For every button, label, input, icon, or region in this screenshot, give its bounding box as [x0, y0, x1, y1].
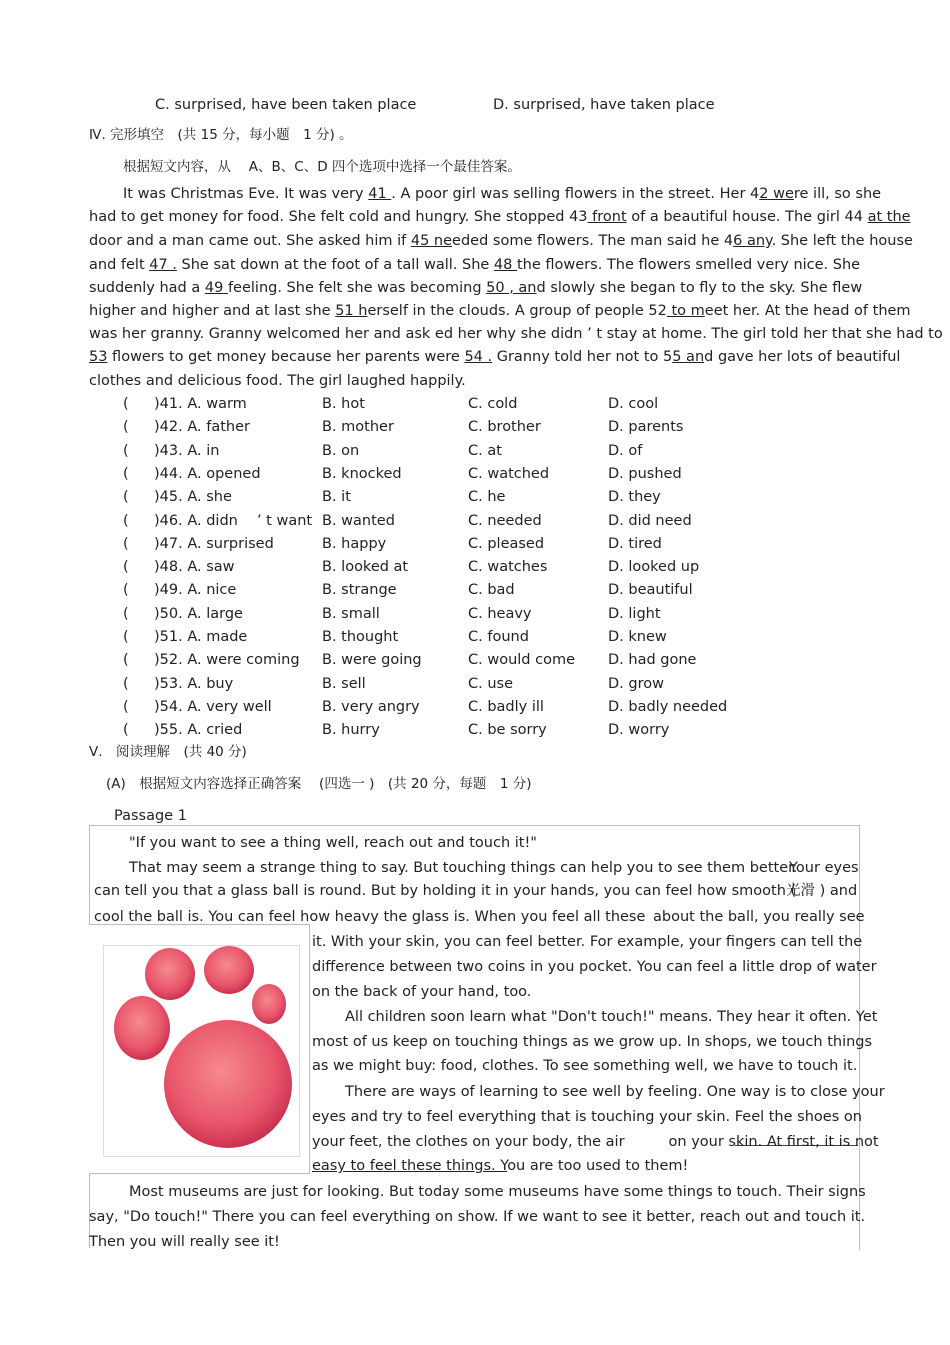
question-option-d: D. of [608, 443, 643, 459]
cloze-line-8: 53 flowers to get money because her parents were 54 . Granny told her not to 55 and gave her lots of beautiful [89, 349, 901, 365]
question-option-d: D. they [608, 489, 661, 505]
question-option-d: D. worry [608, 722, 670, 738]
answer-bracket: ( [123, 536, 129, 552]
question-option-d: D. pushed [608, 466, 682, 482]
section4-instruction: 根据短文内容，从 A、B、C、D 四个选项中选择一个最佳答案。 [123, 159, 521, 175]
question-option-a: )48. A. saw [154, 559, 235, 575]
passage-title: Passage 1 [114, 808, 187, 824]
question-option-d: D. badly needed [608, 699, 728, 715]
passage-line: your feet, the clothes on your body, the air on your skin. At first, it is not [312, 1134, 879, 1150]
answer-bracket: ( [123, 629, 129, 645]
question-option-c: C. heavy [468, 606, 532, 622]
question-option-d: D. did need [608, 513, 692, 529]
question-option-a: )50. A. large [154, 606, 243, 622]
section5-sub-a: (A) 根据短文内容选择正确答案 (四选一 ) (共 20 分，每题 1 分) [106, 776, 532, 792]
passage-line: There are ways of learning to see well by feeling. One way is to close your [345, 1084, 885, 1100]
question-option-c: C. brother [468, 419, 541, 435]
question-option-b: B. happy [322, 536, 387, 552]
question-option-b: B. on [322, 443, 360, 459]
question-option-a: )54. A. very well [154, 699, 272, 715]
question-option-a: )51. A. made [154, 629, 248, 645]
question-option-d: D. beautiful [608, 582, 693, 598]
question-option-a: )52. A. were coming [154, 652, 300, 668]
question-option-a: )43. A. in [154, 443, 220, 459]
answer-bracket: ( [123, 676, 129, 692]
passage-line: cool the ball is. You can feel how heavy the glass is. When you feel all these [94, 909, 646, 925]
answer-bracket: ( [123, 722, 129, 738]
question-option-b: B. strange [322, 582, 397, 598]
answer-bracket: ( [123, 396, 129, 412]
question-option-b: B. it [322, 489, 351, 505]
cloze-line-2: had to get money for food. She felt cold and hungry. She stopped 43 front of a beautiful house. The girl 44 at the [89, 209, 911, 225]
passage-line: All children soon learn what "Don't touch!" means. They hear it often. Yet [345, 1009, 878, 1025]
answer-bracket: ( [123, 582, 129, 598]
passage-line: on the back of your hand, too. [312, 984, 532, 1000]
section4-heading: Ⅳ. 完形填空 (共 15 分，每小题 1 分) 。 [89, 127, 353, 143]
frame-top [89, 825, 860, 826]
passage-line: difference between two coins in you pocket. You can feel a little drop of water [312, 959, 877, 975]
question-option-c: C. at [468, 443, 502, 459]
passage-line: can tell you that a glass ball is round. But by holding it in your hands, you can feel how smooth ( [94, 883, 797, 899]
question-option-a: )55. A. cried [154, 722, 243, 738]
question-option-d: D. light [608, 606, 661, 622]
question-option-b: B. knocked [322, 466, 402, 482]
passage-line: eyes and try to feel everything that is touching your skin. Feel the shoes on [312, 1109, 862, 1125]
question-option-d: D. knew [608, 629, 667, 645]
question-option-a: )49. A. nice [154, 582, 237, 598]
question-option-c: C. would come [468, 652, 575, 668]
paw-print-image [103, 945, 300, 1157]
question-option-c: C. cold [468, 396, 518, 412]
passage-line: about the ball, you really see [653, 909, 865, 925]
answer-bracket: ( [123, 443, 129, 459]
question-option-b: B. hot [322, 396, 365, 412]
passage-line: easy to feel these things. You are too used to them! [312, 1158, 689, 1174]
question-option-d: D. tired [608, 536, 662, 552]
question-option-c: C. watches [468, 559, 548, 575]
answer-bracket: ( [123, 419, 129, 435]
passage-line: it. With your skin, you can feel better. For example, your fingers can tell the [312, 934, 863, 950]
question-option-c: C. be sorry [468, 722, 547, 738]
question-option-a: )46. A. didn ’ t want [154, 513, 313, 529]
question-option-a: )44. A. opened [154, 466, 261, 482]
passage-line: as we might buy: food, clothes. To see something well, we have to touch it. [312, 1058, 858, 1074]
question-option-b: B. looked at [322, 559, 409, 575]
passage-line: most of us keep on touching things as we grow up. In shops, we touch things [312, 1034, 873, 1050]
question-option-c: C. he [468, 489, 506, 505]
cloze-line-7: was her granny. Granny welcomed her and ask ed her why she didn ’ t stay at home. The girl told her that she had to [89, 326, 943, 342]
question-option-a: )47. A. surprised [154, 536, 274, 552]
option-c-prev: C. surprised, have been taken place [155, 97, 417, 113]
question-option-b: B. were going [322, 652, 422, 668]
cloze-line-5: suddenly had a 49 feeling. She felt she was becoming 50 , and slowly she began to fly to the sky. She flew [89, 280, 863, 296]
question-option-b: B. very angry [322, 699, 420, 715]
option-d-prev: D. surprised, have taken place [493, 97, 715, 113]
question-option-d: D. had gone [608, 652, 697, 668]
cloze-line-4: and felt 47 . She sat down at the foot of a tall wall. She 48 the flowers. The flowers smelled very nice. She [89, 257, 861, 273]
question-option-a: )41. A. warm [154, 396, 247, 412]
question-option-d: D. cool [608, 396, 659, 412]
question-option-b: B. small [322, 606, 380, 622]
frame-image-bottom [89, 1173, 309, 1174]
cloze-line-3: door and a man came out. She asked him if 45 needed some flowers. The man said he 46 any. She left the house [89, 233, 913, 249]
passage-line: 光滑 ) and [786, 883, 858, 899]
answer-bracket: ( [123, 699, 129, 715]
answer-bracket: ( [123, 606, 129, 622]
question-option-c: C. bad [468, 582, 515, 598]
cloze-line-6: higher and higher and at last she 51 herself in the clouds. A group of people 52 to meet her. At the head of them [89, 303, 911, 319]
question-option-a: )53. A. buy [154, 676, 234, 692]
answer-bracket: ( [123, 513, 129, 529]
question-option-b: B. hurry [322, 722, 380, 738]
cloze-line-1: It was Christmas Eve. It was very 41 . A poor girl was selling flowers in the street. Her 42 were ill, so she [123, 186, 882, 202]
answer-bracket: ( [123, 652, 129, 668]
question-option-d: D. grow [608, 676, 664, 692]
answer-bracket: ( [123, 559, 129, 575]
frame-left-top [89, 825, 90, 925]
question-option-b: B. mother [322, 419, 394, 435]
question-option-d: D. parents [608, 419, 684, 435]
answer-bracket: ( [123, 489, 129, 505]
question-option-a: )45. A. she [154, 489, 232, 505]
question-option-c: C. found [468, 629, 529, 645]
answer-bracket: ( [123, 466, 129, 482]
passage-line: Your eyes [789, 860, 859, 876]
question-option-b: B. wanted [322, 513, 395, 529]
passage-line: Then you will really see it! [89, 1234, 280, 1250]
question-option-d: D. looked up [608, 559, 700, 575]
question-option-c: C. pleased [468, 536, 545, 552]
question-option-c: C. watched [468, 466, 550, 482]
question-option-c: C. badly ill [468, 699, 544, 715]
frame-image-right [309, 924, 310, 1174]
question-option-a: )42. A. father [154, 419, 250, 435]
passage-line: "If you want to see a thing well, reach out and touch it!" [129, 835, 537, 851]
question-option-b: B. sell [322, 676, 366, 692]
passage-line: Most museums are just for looking. But today some museums have some things to touch. Their signs [129, 1184, 866, 1200]
question-option-c: C. needed [468, 513, 542, 529]
question-option-c: C. use [468, 676, 514, 692]
passage-line: That may seem a strange thing to say. But touching things can help you to see them better. [129, 860, 798, 876]
passage-line: say, "Do touch!" There you can feel everything on show. If we want to see it better, reach out and touch it. [89, 1209, 866, 1225]
paw-print-icon [104, 946, 299, 1156]
cloze-line-9: clothes and delicious food. The girl laughed happily. [89, 373, 466, 389]
question-option-b: B. thought [322, 629, 399, 645]
section5-heading: Ⅴ. 阅读理解 (共 40 分) [89, 744, 247, 760]
